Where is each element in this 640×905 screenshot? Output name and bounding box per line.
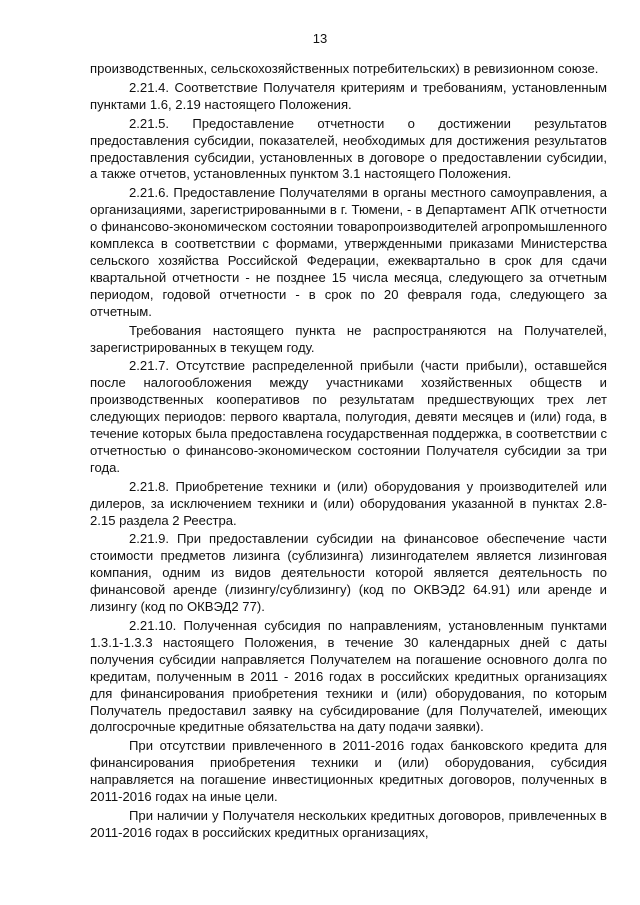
paragraph-no-bank-credit: При отсутствии привлеченного в 2011-2016 годах банковского кредита для финансирования приобретения техники и (или) оборудования, субсидия направляется на погашение инвестиционных кредитных договоров, полученных в 2011-2016 годах на иные цели. <box>90 738 607 805</box>
document-body <box>90 61 607 844</box>
paragraph-2-21-6: 2.21.6. Предоставление Получателями в органы местного самоуправления, а организациями, зарегистрированными в г. Тюмени, - в Департамент АПК отчетности о финансово-экономическом состоянии товаропроизводителей агропромышленного комплекса в соответствии с формами, утвержденными приказами Министерства сельского хозяйства Российской Федерации, ежеквартально в срок для сдачи квартальной отчетности - не позднее 15 числа месяца, следующего за отчетным периодом, годовой отчетности - в срок по 20 февраля года, следующего за отчетным. <box>90 185 607 319</box>
paragraph-2-21-8: 2.21.8. Приобретение техники и (или) оборудования у производителей или дилеров, за исключением техники и (или) оборудования указанной в пунктах 2.8-2.15 раздела 2 Реестра. <box>90 478 607 528</box>
paragraph-multiple-credits: При наличии у Получателя нескольких кредитных договоров, привлеченных в 2011-2016 годах в российских кредитных организациях, <box>90 807 607 840</box>
paragraph-2-21-7: 2.21.7. Отсутствие распределенной прибыли (части прибыли), оставшейся после налогообложения между участниками хозяйственных обществ и производственных кооперативов по результатам предшествующих трех лет следующих периодов: первого квартала, полугодия, девяти месяцев и (или) года, в течение которых была предоставлена государственная поддержка, в соответствии с отчетностью о финансово-экономическом состоянии Получателя субсидии за три года. <box>90 358 607 475</box>
paragraph-2-21-9: 2.21.9. При предоставлении субсидии на финансовое обеспечение части стоимости предметов лизинга (сублизинга) лизингодателем является лизинговая компания, одним из видов деятельности которой является деятельность по финансовой аренде (лизингу/сублизингу) (код по ОКВЭД2 64.91) или аренде и лизингу (код по ОКВЭД2 77). <box>90 531 607 615</box>
paragraph-requirements-note: Требования настоящего пункта не распространяются на Получателей, зарегистрированных в текущем году. <box>90 322 607 355</box>
page-number: 13 <box>312 31 328 46</box>
paragraph-continuation: производственных, сельскохозяйственных потребительских) в ревизионном союзе. <box>90 61 599 76</box>
paragraph-2-21-4: 2.21.4. Соответствие Получателя критериям и требованиям, установленным пунктами 1.6, 2.19 настоящего Положения. <box>90 79 607 112</box>
paragraph-2-21-5: 2.21.5. Предоставление отчетности о достижении результатов предоставления субсидии, показателей, необходимых для достижения результатов предоставления субсидии, установленных в договоре о предоставлении субсидии, а также отчетов, установленных пунктом 3.1 настоящего Положения. <box>90 115 607 182</box>
paragraph-2-21-10: 2.21.10. Полученная субсидия по направлениям, установленным пунктами 1.3.1-1.3.3 настоящего Положения, в течение 30 календарных дней с даты получения субсидии направляется Получателем на погашение основного долга по кредитам, полученным в 2011 - 2016 годах в российских кредитных организациях для финансирования приобретения техники и (или) оборудования, по которым Получатель предоставил заявку на субсидирование (для Получателей, имеющих долгосрочные кредитные обязательства на дату подачи заявки). <box>90 618 607 735</box>
